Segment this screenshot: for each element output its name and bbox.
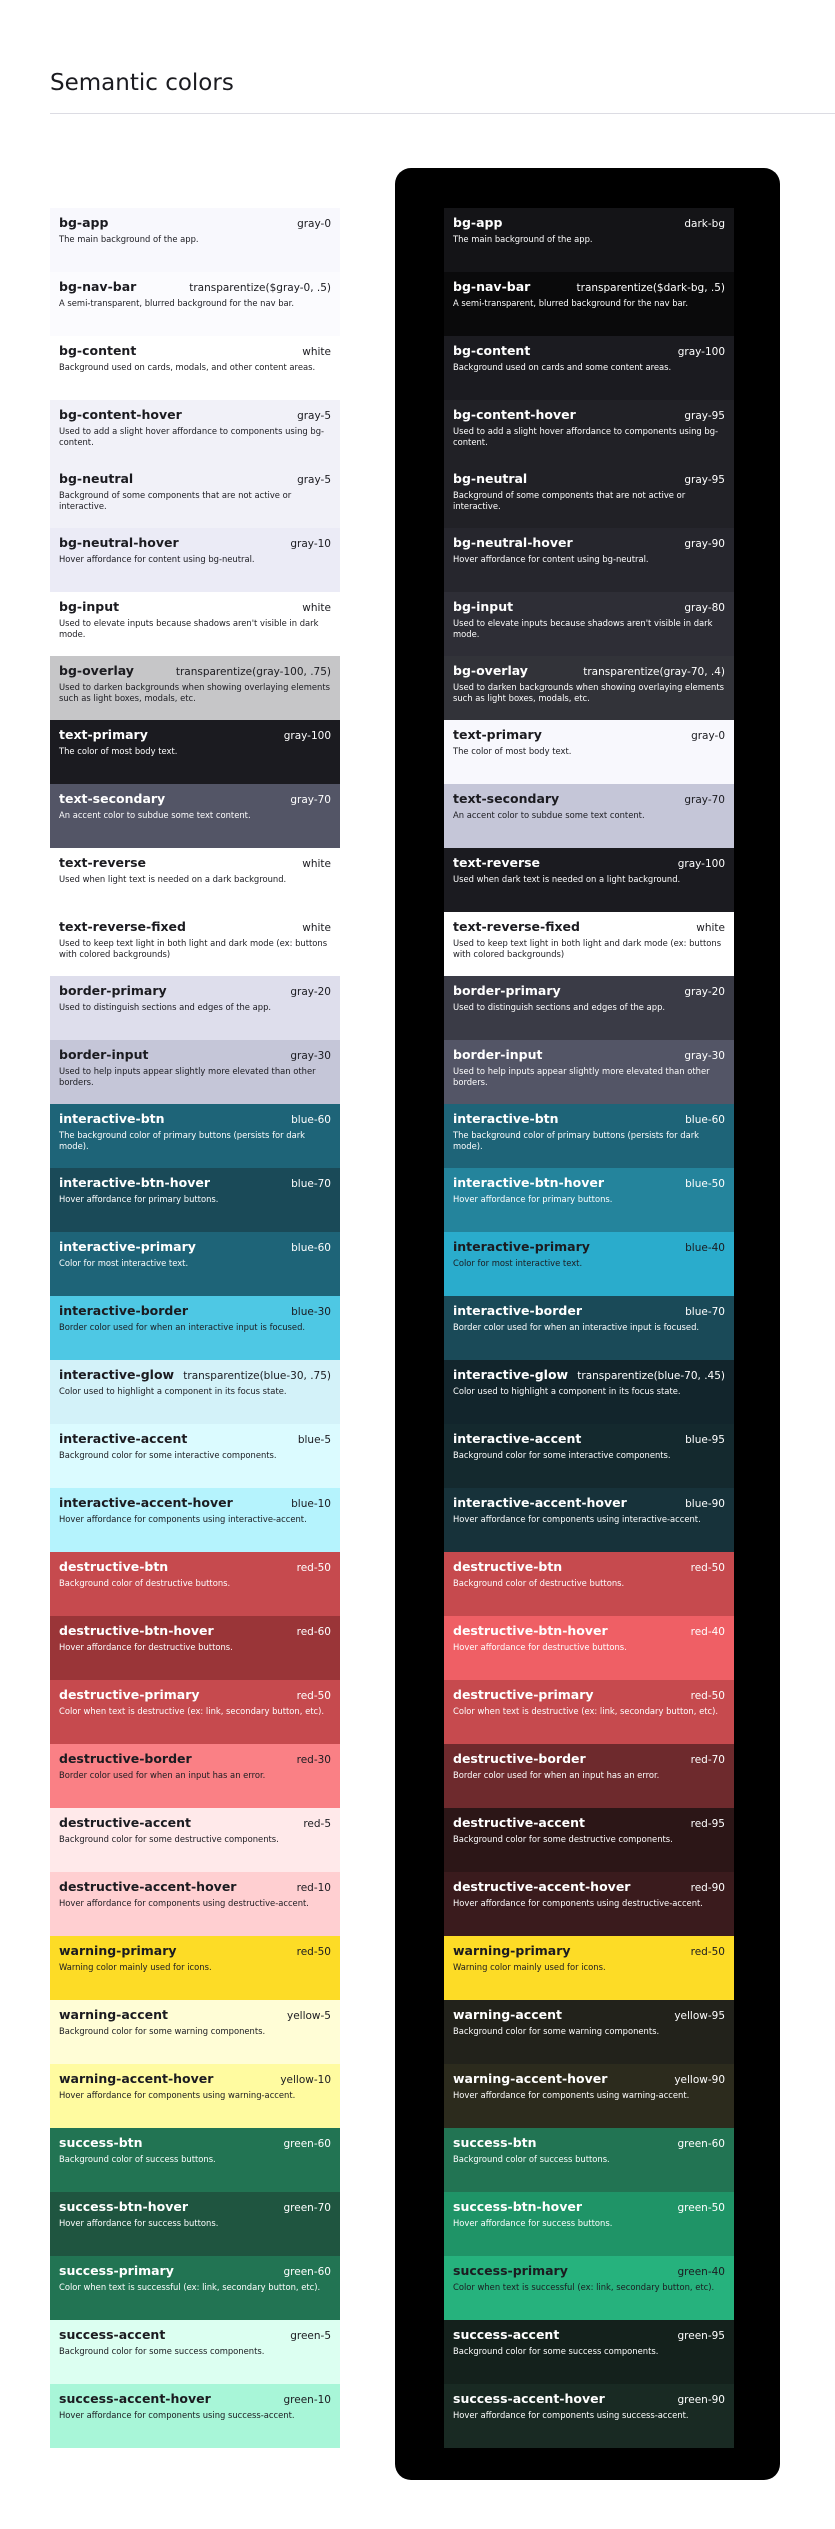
color-swatch-card [444,1488,734,1552]
color-token-description: The background color of primary buttons (persists for dark mode). [59,1130,306,1151]
color-token-name: success-btn-hover [453,2199,582,2214]
color-swatch-card [444,1232,734,1296]
color-swatch-card [50,1296,340,1360]
color-token-description: Used to keep text light in both light and dark mode (ex: buttons with colored backgrounds) [59,938,328,959]
color-token-name: success-accent-hover [453,2391,605,2406]
color-token-description: Used to help inputs appear slightly more elevated than other borders. [59,1066,316,1087]
color-token-name: interactive-primary [453,1239,590,1254]
color-token-value: green-10 [283,2394,331,2406]
color-token-name: border-input [453,1047,543,1062]
color-swatch-card [50,208,340,272]
color-token-description: Background color of success buttons. [453,2154,610,2164]
color-token-value: blue-60 [685,1114,725,1126]
color-swatch-card [444,592,734,656]
color-token-value: transparentize(gray-70, .4) [583,666,725,678]
color-token-value: red-60 [296,1626,331,1638]
color-token-value: yellow-90 [674,2074,725,2086]
color-token-description: Hover affordance for components using interactive-accent. [59,1514,307,1524]
color-token-description: Used to help inputs appear slightly more elevated than other borders. [453,1066,710,1087]
color-token-value: blue-30 [291,1306,331,1318]
color-swatch-card [444,1296,734,1360]
color-token-value: gray-5 [297,474,331,486]
color-swatch-card [50,1872,340,1936]
color-token-name: bg-app [453,215,503,230]
color-token-name: warning-accent [453,2007,562,2022]
color-swatch-card [50,1488,340,1552]
color-token-name: bg-content [59,343,137,358]
color-token-description: Color for most interactive text. [453,1258,583,1268]
color-swatch-card [50,784,340,848]
color-token-value: blue-5 [297,1434,331,1446]
color-token-name: destructive-btn-hover [453,1623,608,1638]
color-token-name: bg-nav-bar [453,279,531,294]
color-token-name: interactive-accent-hover [453,1495,627,1510]
color-token-value: red-70 [690,1754,725,1766]
color-token-description: The main background of the app. [59,234,199,244]
color-token-name: interactive-glow [59,1367,175,1382]
page-title: Semantic colors [50,70,234,96]
color-token-value: white [302,602,331,614]
color-token-value: gray-20 [290,986,331,998]
color-token-value: gray-95 [684,410,725,422]
color-token-name: interactive-accent-hover [59,1495,233,1510]
color-token-name: bg-input [453,599,514,614]
color-token-name: destructive-btn-hover [59,1623,214,1638]
color-token-name: interactive-btn [59,1111,165,1126]
color-swatch-card [444,784,734,848]
color-token-value: transparentize(blue-30, .75) [183,1370,331,1382]
color-token-name: bg-content [453,343,531,358]
color-token-value: white [696,922,725,934]
color-swatch-card [444,528,734,592]
color-swatch-card [444,1424,734,1488]
color-token-name: bg-content-hover [453,407,576,422]
color-swatch-card [444,2256,734,2320]
color-swatch-card [444,912,734,976]
color-token-value: red-50 [690,1946,725,1958]
color-token-name: destructive-btn [59,1559,169,1574]
color-token-name: bg-neutral [59,471,134,486]
color-token-description: Hover affordance for components using success-accent. [59,2410,295,2420]
color-token-value: yellow-10 [280,2074,331,2086]
color-token-name: destructive-primary [453,1687,594,1702]
color-swatch-card [50,2256,340,2320]
color-token-description: Background color of destructive buttons. [453,1578,625,1588]
color-token-name: bg-nav-bar [59,279,137,294]
color-token-value: blue-50 [685,1178,725,1190]
color-token-name: destructive-accent [59,1815,191,1830]
color-token-description: Hover affordance for components using success-accent. [453,2410,689,2420]
color-token-value: blue-70 [291,1178,331,1190]
color-token-value: green-5 [290,2330,331,2342]
color-token-name: interactive-btn-hover [59,1175,211,1190]
color-swatch-card [50,656,340,720]
color-token-name: bg-overlay [453,663,528,678]
color-swatch-card [444,2128,734,2192]
color-token-value: gray-10 [290,538,331,550]
color-token-description: Color when text is successful (ex: link, secondary button, etc). [59,2282,321,2292]
color-swatch-card [444,1808,734,1872]
color-swatch-card [50,528,340,592]
color-swatch-card [444,2000,734,2064]
color-swatch-card [50,976,340,1040]
color-swatch-card [50,720,340,784]
color-swatch-card [50,272,340,336]
color-token-name: interactive-accent [453,1431,582,1446]
color-token-description: Border color used for when an interactive input is focused. [453,1322,700,1332]
color-token-description: Used to keep text light in both light and dark mode (ex: buttons with colored backgrounds) [453,938,722,959]
color-token-value: blue-60 [291,1114,331,1126]
color-token-value: green-60 [677,2138,725,2150]
color-token-value: gray-90 [684,538,725,550]
color-token-name: destructive-btn [453,1559,563,1574]
color-token-value: gray-70 [290,794,331,806]
color-token-name: text-reverse [453,855,541,870]
color-swatch-card [444,272,734,336]
color-swatch-card [50,2320,340,2384]
color-token-description: Used to distinguish sections and edges of the app. [59,1002,272,1012]
color-token-description: Used to distinguish sections and edges of the app. [453,1002,666,1012]
color-swatch-card [50,1808,340,1872]
color-token-value: yellow-95 [674,2010,725,2022]
color-swatch-card [444,1360,734,1424]
color-token-description: Used when dark text is needed on a light background. [453,874,681,884]
color-swatch-card [444,1040,734,1104]
color-token-description: Background color for some success components. [453,2346,659,2356]
color-swatch-card [444,656,734,720]
color-token-value: red-50 [296,1946,331,1958]
color-token-name: success-btn [59,2135,143,2150]
color-token-description: Background color for some success components. [59,2346,265,2356]
color-swatch-card [50,912,340,976]
color-token-description: Hover affordance for components using warning-accent. [59,2090,296,2100]
color-token-value: blue-10 [291,1498,331,1510]
color-token-name: text-primary [453,727,542,742]
color-token-name: destructive-accent-hover [453,1879,631,1894]
color-token-name: bg-overlay [59,663,134,678]
color-swatch-card [50,2192,340,2256]
color-token-description: A semi-transparent, blurred background for the nav bar. [453,298,688,308]
color-token-value: green-95 [677,2330,725,2342]
color-token-name: warning-primary [453,1943,571,1958]
color-token-name: warning-accent-hover [59,2071,214,2086]
color-token-description: Background of some components that are not active or interactive. [59,490,292,511]
color-swatch-card [444,1680,734,1744]
color-swatch-card [50,464,340,528]
color-token-description: Hover affordance for destructive buttons. [59,1642,233,1652]
color-token-value: red-10 [296,1882,331,1894]
color-swatch-card [50,2064,340,2128]
color-swatch-card [444,1552,734,1616]
color-token-value: blue-40 [685,1242,725,1254]
color-token-description: Hover affordance for content using bg-neutral. [453,554,649,564]
color-token-description: Color when text is destructive (ex: link, secondary button, etc). [453,1706,719,1716]
color-token-value: red-5 [303,1818,331,1830]
color-token-value: red-95 [690,1818,725,1830]
color-swatch-card [50,1680,340,1744]
color-token-name: bg-app [59,215,109,230]
color-token-value: red-30 [296,1754,331,1766]
color-token-name: success-primary [59,2263,174,2278]
color-token-name: text-reverse-fixed [453,919,580,934]
color-token-name: interactive-border [59,1303,189,1318]
color-swatch-card [444,336,734,400]
color-token-description: Background used on cards, modals, and other content areas. [59,362,316,372]
color-token-description: Color for most interactive text. [59,1258,189,1268]
color-token-value: gray-100 [283,730,331,742]
color-swatch-card [50,1552,340,1616]
color-token-value: green-70 [283,2202,331,2214]
color-token-description: Hover affordance for primary buttons. [59,1194,219,1204]
color-token-description: Background color for some warning components. [59,2026,266,2036]
color-token-description: Hover affordance for success buttons. [453,2218,613,2228]
color-token-value: gray-100 [677,346,725,358]
color-token-name: bg-neutral-hover [453,535,573,550]
color-token-value: transparentize($dark-bg, .5) [576,282,725,294]
color-token-value: gray-30 [684,1050,725,1062]
color-swatch-card [50,848,340,912]
color-token-description: Color when text is destructive (ex: link, secondary button, etc). [59,1706,325,1716]
color-token-name: text-secondary [59,791,166,806]
color-token-name: success-btn [453,2135,537,2150]
color-token-value: gray-0 [297,218,331,230]
color-token-value: green-40 [677,2266,725,2278]
color-token-name: destructive-accent [453,1815,585,1830]
color-token-description: Hover affordance for success buttons. [59,2218,219,2228]
color-token-description: The color of most body text. [59,746,178,756]
color-token-description: Color used to highlight a component in its focus state. [453,1386,681,1396]
color-swatch-card [50,2000,340,2064]
color-swatch-card [50,2384,340,2448]
color-token-name: success-accent [453,2327,560,2342]
color-token-name: destructive-accent-hover [59,1879,237,1894]
color-token-description: An accent color to subdue some text content. [453,810,645,820]
color-token-value: red-40 [690,1626,725,1638]
color-swatch-card [444,400,734,464]
color-token-name: bg-neutral [453,471,528,486]
color-swatch-card [444,1872,734,1936]
color-token-value: blue-60 [291,1242,331,1254]
color-token-description: Hover affordance for components using destructive-accent. [453,1898,703,1908]
color-token-name: bg-input [59,599,120,614]
color-token-value: blue-70 [685,1306,725,1318]
color-token-name: border-primary [59,983,167,998]
color-token-name: destructive-border [453,1751,586,1766]
color-token-value: red-90 [690,1882,725,1894]
color-token-value: dark-bg [684,218,725,230]
color-token-value: gray-30 [290,1050,331,1062]
color-token-value: gray-20 [684,986,725,998]
color-token-description: Background color for some destructive components. [453,1834,673,1844]
color-token-value: green-60 [283,2138,331,2150]
color-token-value: transparentize(gray-100, .75) [175,666,331,678]
color-swatch-card [50,1040,340,1104]
color-token-description: Background color for some interactive components. [59,1450,277,1460]
color-token-name: bg-neutral-hover [59,535,179,550]
color-token-description: Border color used for when an input has an error. [453,1770,660,1780]
color-token-description: Background of some components that are not active or interactive. [453,490,686,511]
color-token-description: Hover affordance for components using warning-accent. [453,2090,690,2100]
color-swatch-card [444,720,734,784]
color-token-value: transparentize(blue-70, .45) [577,1370,725,1382]
color-token-value: gray-70 [684,794,725,806]
color-swatch-card [444,2192,734,2256]
color-token-value: gray-5 [297,410,331,422]
color-token-description: Background used on cards and some content areas. [453,362,672,372]
color-swatch-card [444,208,734,272]
color-token-name: success-primary [453,2263,568,2278]
color-token-name: interactive-btn-hover [453,1175,605,1190]
color-token-description: Color when text is successful (ex: link, secondary button, etc). [453,2282,715,2292]
color-token-description: Background color for some warning components. [453,2026,660,2036]
color-swatch-card [444,1744,734,1808]
color-token-name: success-accent [59,2327,166,2342]
color-token-value: blue-90 [685,1498,725,1510]
color-swatch-card [50,1616,340,1680]
color-swatch-card [50,1424,340,1488]
color-swatch-card [50,1744,340,1808]
color-token-name: warning-accent-hover [453,2071,608,2086]
color-token-description: Hover affordance for destructive buttons. [453,1642,627,1652]
dark-mode-swatch-list [444,208,734,2448]
color-swatch-card [444,464,734,528]
color-token-description: The main background of the app. [453,234,593,244]
color-token-value: white [302,346,331,358]
color-token-value: green-50 [677,2202,725,2214]
color-token-value: gray-80 [684,602,725,614]
color-token-description: Used to add a slight hover affordance to components using bg-content. [59,426,325,447]
color-token-description: Border color used for when an interactive input is focused. [59,1322,306,1332]
color-token-name: destructive-border [59,1751,192,1766]
color-token-description: Color used to highlight a component in its focus state. [59,1386,287,1396]
color-token-value: transparentize($gray-0, .5) [189,282,331,294]
color-token-name: warning-primary [59,1943,177,1958]
color-token-description: Warning color mainly used for icons. [59,1962,212,1972]
color-swatch-card [444,848,734,912]
color-swatch-card [50,336,340,400]
color-swatch-card [444,1616,734,1680]
color-token-description: Used to elevate inputs because shadows aren't visible in dark mode. [59,618,319,639]
color-token-value: green-90 [677,2394,725,2406]
color-token-description: Background color for some interactive components. [453,1450,671,1460]
color-token-name: interactive-glow [453,1367,569,1382]
color-token-name: success-accent-hover [59,2391,211,2406]
color-token-name: interactive-btn [453,1111,559,1126]
color-swatch-card [50,1232,340,1296]
color-token-description: Hover affordance for components using interactive-accent. [453,1514,701,1524]
color-token-value: blue-95 [685,1434,725,1446]
color-swatch-card [444,2384,734,2448]
color-token-name: success-btn-hover [59,2199,188,2214]
color-swatch-card [444,976,734,1040]
color-swatch-card [444,1168,734,1232]
color-token-name: destructive-primary [59,1687,200,1702]
color-token-description: Border color used for when an input has an error. [59,1770,266,1780]
color-token-value: green-60 [283,2266,331,2278]
color-token-name: interactive-accent [59,1431,188,1446]
color-token-description: The color of most body text. [453,746,572,756]
color-token-description: An accent color to subdue some text content. [59,810,251,820]
color-token-name: border-primary [453,983,561,998]
color-swatch-card [50,1104,340,1168]
color-token-value: red-50 [690,1690,725,1702]
color-token-value: yellow-5 [287,2010,331,2022]
light-mode-swatch-list [50,208,340,2448]
title-divider [50,113,835,114]
color-token-description: Hover affordance for content using bg-neutral. [59,554,255,564]
color-swatch-card [50,1168,340,1232]
color-swatch-card [444,2064,734,2128]
color-token-description: Used to elevate inputs because shadows aren't visible in dark mode. [453,618,713,639]
color-token-description: Hover affordance for components using destructive-accent. [59,1898,309,1908]
color-swatch-card [50,1936,340,2000]
color-token-value: red-50 [296,1562,331,1574]
color-token-description: Used to darken backgrounds when showing overlaying elements such as light boxes, modals, etc. [59,682,330,703]
color-token-value: white [302,922,331,934]
color-token-value: white [302,858,331,870]
color-token-description: Hover affordance for primary buttons. [453,1194,613,1204]
color-token-description: Warning color mainly used for icons. [453,1962,606,1972]
color-token-value: red-50 [296,1690,331,1702]
color-swatch-card [444,2320,734,2384]
color-token-description: Background color of success buttons. [59,2154,216,2164]
color-token-value: gray-0 [691,730,725,742]
color-token-description: Used when light text is needed on a dark background. [59,874,287,884]
color-token-value: red-50 [690,1562,725,1574]
color-token-name: interactive-primary [59,1239,196,1254]
color-token-value: gray-95 [684,474,725,486]
color-token-name: text-reverse-fixed [59,919,186,934]
color-token-name: text-secondary [453,791,560,806]
color-token-name: warning-accent [59,2007,168,2022]
color-token-description: Used to darken backgrounds when showing overlaying elements such as light boxes, modals, etc. [453,682,724,703]
color-token-name: border-input [59,1047,149,1062]
color-token-name: interactive-border [453,1303,583,1318]
color-token-name: text-primary [59,727,148,742]
color-swatch-card [50,400,340,464]
color-token-description: A semi-transparent, blurred background for the nav bar. [59,298,294,308]
color-token-description: The background color of primary buttons (persists for dark mode). [453,1130,700,1151]
color-token-name: bg-content-hover [59,407,182,422]
color-swatch-card [50,1360,340,1424]
color-swatch-card [50,2128,340,2192]
color-swatch-card [50,592,340,656]
color-swatch-card [444,1104,734,1168]
color-token-value: gray-100 [677,858,725,870]
color-token-description: Used to add a slight hover affordance to components using bg-content. [453,426,719,447]
color-token-description: Background color of destructive buttons. [59,1578,231,1588]
color-token-name: text-reverse [59,855,147,870]
color-swatch-card [444,1936,734,2000]
color-token-description: Background color for some destructive components. [59,1834,279,1844]
